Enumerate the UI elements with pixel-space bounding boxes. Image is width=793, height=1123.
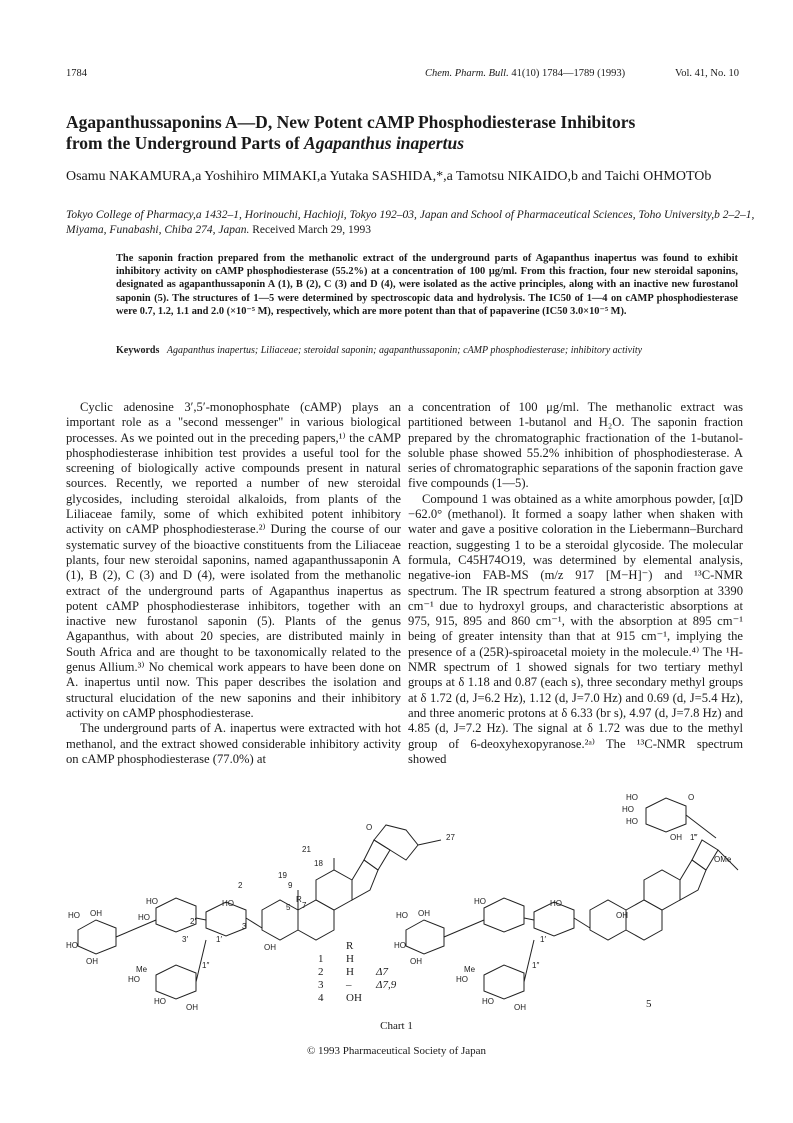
journal-name: Chem. Pharm. Bull. xyxy=(425,68,509,79)
citation: 41(10) 1784—1789 (1993) xyxy=(511,68,626,79)
table-row: 2 H Δ7 xyxy=(318,966,388,978)
received-date: Received March 29, 1993 xyxy=(252,223,372,236)
volume: Vol. 41, No. 10 xyxy=(675,68,739,79)
body-column-right xyxy=(408,400,743,767)
table-header: R xyxy=(346,940,354,952)
label-me: Me xyxy=(464,965,476,974)
label-ho: HO xyxy=(68,911,80,920)
title-line-2 xyxy=(66,133,746,154)
label-1pp: 1″ xyxy=(532,961,540,970)
label-me: Me xyxy=(136,965,148,974)
label-oh: OH xyxy=(514,1003,526,1012)
label-1ppp: 1‴ xyxy=(690,833,698,842)
page-number: 1784 xyxy=(66,68,87,79)
label-3p: 3′ xyxy=(182,935,188,944)
keywords xyxy=(116,345,740,358)
label-ho: HO xyxy=(456,975,468,984)
label-ho: HO xyxy=(396,911,408,920)
label-ho: HO xyxy=(146,897,158,906)
body-paragraph: a concentration of 100 μg/ml. The methanolic extract was partitioned between 1-butanol and H₂O. The saponin fraction prepared by the chromatographic fractionation of the 1-butanol-soluble phase showed 55.2% inhibition of phosphodiesterase. A series of chromatographic separations of the saponin fraction gave five compounds (1—5). xyxy=(408,400,743,491)
table-row: 4 OH xyxy=(318,992,362,1004)
label-3: 3 xyxy=(242,922,247,931)
label-oh: OH xyxy=(186,1003,198,1012)
label-o: O xyxy=(366,823,373,832)
label-ome: OMe xyxy=(714,855,732,864)
label-ho: HO xyxy=(482,997,494,1006)
label-27: 27 xyxy=(446,833,455,842)
chemical-structures xyxy=(66,790,756,1030)
affiliation-text: Tokyo College of Pharmacy,a 1432–1, Horinouchi, Hachioji, Tokyo 192–03, Japan and School of Pharmaceutical Sciences, Toho University,b 2–2–1, Miyama, Funabashi, Chiba 274, Japan. xyxy=(66,209,755,236)
label-21: 21 xyxy=(302,845,311,854)
authors: Osamu NAKAMURA,a Yoshihiro MIMAKI,a Yutaka SASHIDA,*,a Tamotsu NIKAIDO,b and Taichi OHMOTOb xyxy=(66,169,712,184)
label-ho: HO xyxy=(626,793,638,802)
affiliation xyxy=(66,208,756,237)
label-oh: OH xyxy=(264,943,276,952)
label-oh: OH xyxy=(670,833,682,842)
structure-drawing xyxy=(66,790,756,1022)
label-19: 19 xyxy=(278,871,287,880)
body-paragraph: Cyclic adenosine 3′,5′-monophosphate (cAMP) plays an important role as a "second messenger" in various biological processes. As we pointed out in the preceding papers,¹⁾ the cAMP phosphodiesterase inhibition test provides a useful tool for the screening of biologically active compounds present in natural sources. Recently, we reported a number of new steroidal glycosides, including steroidal alkaloids, from plants of the Liliaceae family, some of which exhibited potent inhibitory activity on cAMP phosphodiesterase.²⁾ During the course of our systematic survey of the bioactive constituents from the Liliaceae plants, four new steroidal saponins, named agapanthussaponin A (1), B (2), C (3) and D (4), were isolated from the methanolic extract of the underground parts of Agapanthus inapertus as potent cAMP phosphodiesterase inhibitors, together with an inactive new furostanol saponin (5). Plants of the genus Agapanthus, with about 20 species, are distributed mainly in South Africa and are thought to be taxonomically related to the genus Allium.³⁾ No chemical work appears to have been done on A. inapertus until now. This paper describes the isolation and structural elucidation of the new saponins and their inhibitory activity on cAMP phosphodiesterase. xyxy=(66,400,401,720)
table-row: 3 – Δ7,9 xyxy=(318,979,397,991)
body-column-left xyxy=(66,400,401,767)
label-1p: 1′ xyxy=(540,935,546,944)
substituent-table xyxy=(318,940,408,1005)
label-18: 18 xyxy=(314,859,323,868)
copyright-footer: © 1993 Pharmaceutical Society of Japan xyxy=(306,1045,487,1057)
label-o: O xyxy=(688,793,695,802)
chart-caption: Chart 1 xyxy=(380,1020,413,1032)
body-paragraph: Compound 1 was obtained as a white amorphous powder, [α]D −62.0° (methanol). It formed a soapy lather when shaken with water and gave a positive coloration in the Liebermann–Burchard reaction, suggesting 1 to be a steroidal glycoside. The molecular formula, C45H74O19, was determined by elemental analysis, negative-ion FAB-MS (m/z 917 [M−H]⁻) and ¹³C-NMR spectrum. The IR spectrum featured a strong absorption at 3390 cm⁻¹ due to hydroxyl groups, and characteristic absorptions at 975, 915, 895 and 860 cm⁻¹, with the absorption at 895 cm⁻¹ being of greater intensity than that at 915 cm⁻¹, implying the presence of a (25R)-spiroacetal moiety in the molecule.⁴⁾ The ¹H-NMR spectrum of 1 showed signals for two tertiary methyl groups at δ 1.18 and 0.87 (each s), three secondary methyl groups at δ 1.72 (d, J=6.2 Hz), 1.12 (d, J=7.0 Hz) and 0.69 (d, J=5.4 Hz), and three anomeric protons at δ 6.33 (br s), 4.97 (d, J=7.8 Hz) and 4.85 (d, J=7.2 Hz). The signal at δ 1.72 was due to the methyl group of 6-deoxyhexopyranose.²ᵃ⁾ The ¹³C-NMR spectrum showed xyxy=(408,491,743,766)
table-row: 1 H xyxy=(318,953,354,965)
journal-citation xyxy=(425,68,625,79)
label-1pp: 1″ xyxy=(202,961,210,970)
label-ho: HO xyxy=(550,899,562,908)
label-ho: HO xyxy=(622,805,634,814)
label-ho: HO xyxy=(66,941,78,950)
label-ho: HO xyxy=(394,941,406,950)
title-line-1: Agapanthussaponins A—D, New Potent cAMP Phosphodiesterase Inhibitors xyxy=(66,112,636,132)
body-paragraph: The underground parts of A. inapertus were extracted with hot methanol, and the extract showed considerable inhibitory activity on cAMP phosphodiesterase (77.0%) at xyxy=(66,721,401,766)
label-7: 7 xyxy=(302,901,307,910)
label-oh: OH xyxy=(86,957,98,966)
sugar-chain-left xyxy=(78,898,262,999)
label-2p: 2′ xyxy=(190,917,196,926)
label-2: 2 xyxy=(238,881,243,890)
steroid-core-right xyxy=(590,798,738,940)
label-9: 9 xyxy=(288,881,293,890)
compound-5-label: 5 xyxy=(646,998,652,1010)
abstract: The saponin fraction prepared from the methanolic extract of the underground parts of Agapanthus inapertus was found to exhibit inhibitory activity on cAMP phosphodiesterase (55.2%) at a concentration of 100 μg/ml. From this fraction, four new steroidal saponins, designated as agapanthussaponin A (1), B (2), C (3) and D (4), were isolated as the active principles, along with an inactive new furostanol saponin (5). The structures of 1—5 were determined by spectroscopic data and hydrolysis. The IC50 of 1—4 on cAMP phosphodiesterase were 0.7, 1.2, 1.1 and 2.0 (×10⁻⁵ M), respectively, which are more potent than that of papaverine (IC50 3.0×10⁻⁵ M). xyxy=(116,253,738,317)
label-ho: HO xyxy=(474,897,486,906)
label-ho: HO xyxy=(222,899,234,908)
label-r: R xyxy=(296,895,302,904)
label-oh: OH xyxy=(418,909,430,918)
label-oh: OH xyxy=(90,909,102,918)
label-ho: HO xyxy=(128,975,140,984)
label-ho: HO xyxy=(138,913,150,922)
paper-title xyxy=(66,112,746,154)
label-oh: OH xyxy=(410,957,422,966)
keywords-label: Keywords xyxy=(116,345,160,356)
sugar-chain-right xyxy=(406,898,590,999)
label-5: 5 xyxy=(286,903,291,912)
title-line-2-prefix: from the Underground Parts of xyxy=(66,133,305,153)
label-ho: HO xyxy=(154,997,166,1006)
title-species: Agapanthus inapertus xyxy=(304,133,465,153)
label-oh: OH xyxy=(616,911,628,920)
label-1p: 1′ xyxy=(216,935,222,944)
keywords-text: Agapanthus inapertus; Liliaceae; steroidal saponin; agapanthussaponin; cAMP phosphodiesterase; inhibitory activity xyxy=(166,345,643,356)
label-ho: HO xyxy=(626,817,638,826)
